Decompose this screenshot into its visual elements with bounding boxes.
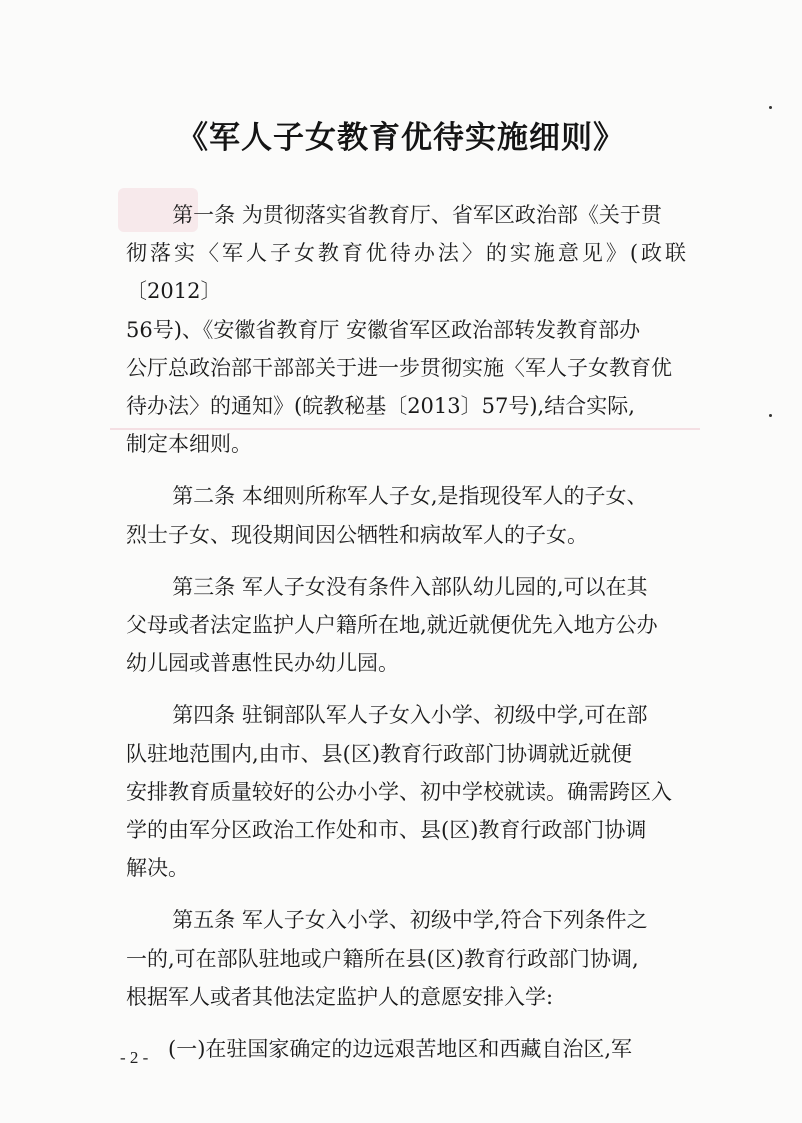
article-5-item-1-paragraph: (一)在驻国家确定的边远艰苦地区和西藏自治区,军 — [168, 1037, 633, 1062]
article-3-paragraph: 第三条 军人子女没有条件入部队幼儿园的,可以在其 父母或者法定监护人户籍所在地,就近就便优先入地方公办 幼儿园或普惠性民办幼儿园。 — [126, 574, 658, 676]
scan-edge-mark — [769, 414, 772, 417]
article-1-paragraph: 第一条 为贯彻落实省教育厅、省军区政治部《关于贯 彻落实〈军人子女教育优待办法〉的实施意见》(政联〔2012〕 56号)、《安徽省教育厅 安徽省军区政治部转发教育部办 公厅总政治部干部部关于进一步贯彻实施〈军人子女教育优 待办法〉的通知》(皖教秘基〔2013〕57号),结合实际, 制定本细则。 — [126, 203, 686, 457]
article-5-paragraph: 第五条 军人子女入小学、初级中学,符合下列条件之 一的,可在部队驻地或户籍所在县(区)教育行政部门协调, 根据军人或者其他法定监护人的意愿安排入学: — [126, 908, 648, 1009]
page-title: 《军人子女教育优待实施细则》 — [177, 120, 625, 156]
scan-edge-mark — [769, 106, 772, 109]
article-4-paragraph: 第四条 驻铜部队军人子女入小学、初级中学,可在部 队驻地范围内,由市、县(区)教育行政部门协调就近就便 安排教育质量较好的公办小学、初中学校就读。确需跨区入 学的由军分区政治工作处和市、县(区)教育行政部门协调 解决。 — [126, 703, 672, 881]
page-number: - 2 - — [120, 1048, 149, 1067]
document-body — [126, 196, 686, 1082]
article-2-paragraph: 第二条 本细则所称军人子女,是指现役军人的子女、 烈士子女、现役期间因公牺牲和病故军人的子女。 — [126, 484, 648, 547]
